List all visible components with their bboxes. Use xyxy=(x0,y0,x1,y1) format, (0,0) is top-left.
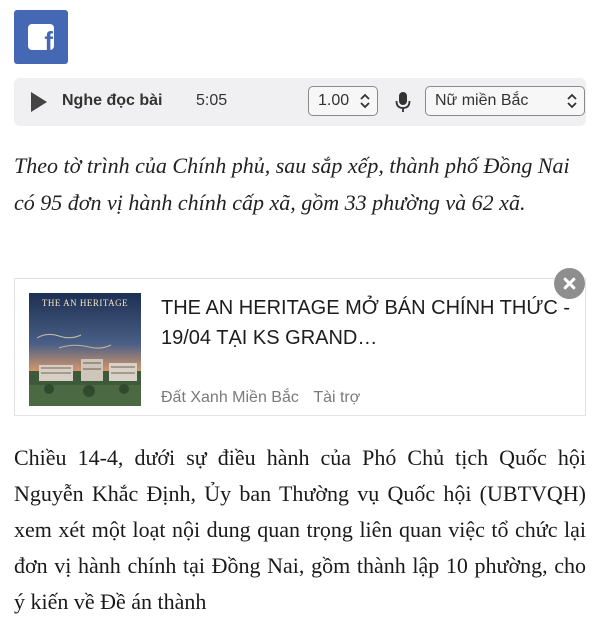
ad-advertiser: Đất Xanh Miền Bắc xyxy=(161,389,299,406)
playback-speed-select[interactable] xyxy=(308,86,378,116)
playback-speed-value: 1.00 xyxy=(318,92,350,109)
audio-player xyxy=(14,78,586,126)
facebook-share-button[interactable] xyxy=(14,10,68,64)
audio-listen-label: Nghe đọc bài xyxy=(62,92,163,109)
sponsored-ad-card xyxy=(14,278,586,416)
microphone-icon xyxy=(393,91,413,113)
ad-thumbnail-image xyxy=(29,293,141,406)
facebook-icon xyxy=(28,24,54,56)
article-lead: Theo tờ trình của Chính phủ, sau sắp xếp, thành phố Đồng Nai có 95 đơn vị hành chính cấp xã, gồm 33 phường và 62 xã. xyxy=(14,153,570,215)
ad-sponsored-label: Tài trợ xyxy=(313,389,361,406)
facebook-glyph: f xyxy=(44,26,53,56)
ad-meta xyxy=(161,389,360,407)
voice-value: Nữ miền Bắc xyxy=(435,92,529,109)
chevron-up-down-icon xyxy=(360,91,370,111)
chevron-up-down-icon xyxy=(567,91,577,111)
ad-headline-link[interactable]: THE AN HERITAGE MỞ BÁN CHÍNH THỨC - 19/04 TẠI KS GRAND… xyxy=(161,297,571,349)
ad-thumbnail[interactable] xyxy=(29,293,141,406)
close-icon[interactable] xyxy=(554,268,585,299)
article-body: Chiều 14-4, dưới sự điều hành của Phó Chủ tịch Quốc hội Nguyễn Khắc Định, Ủy ban Thường vụ Quốc hội (UBTVQH) xem xét một loạt nội dung quan trọng liên quan việc tổ chức lại đơn vị hành chính tại Đồng Nai, gồm thành lập 10 phường, cho ý kiến về Đề án thành xyxy=(14,445,586,614)
voice-select[interactable] xyxy=(425,86,585,116)
ad-thumbnail-title: THE AN HERITAGE xyxy=(41,298,129,308)
audio-duration: 5:05 xyxy=(196,92,228,109)
play-icon[interactable] xyxy=(31,92,47,112)
